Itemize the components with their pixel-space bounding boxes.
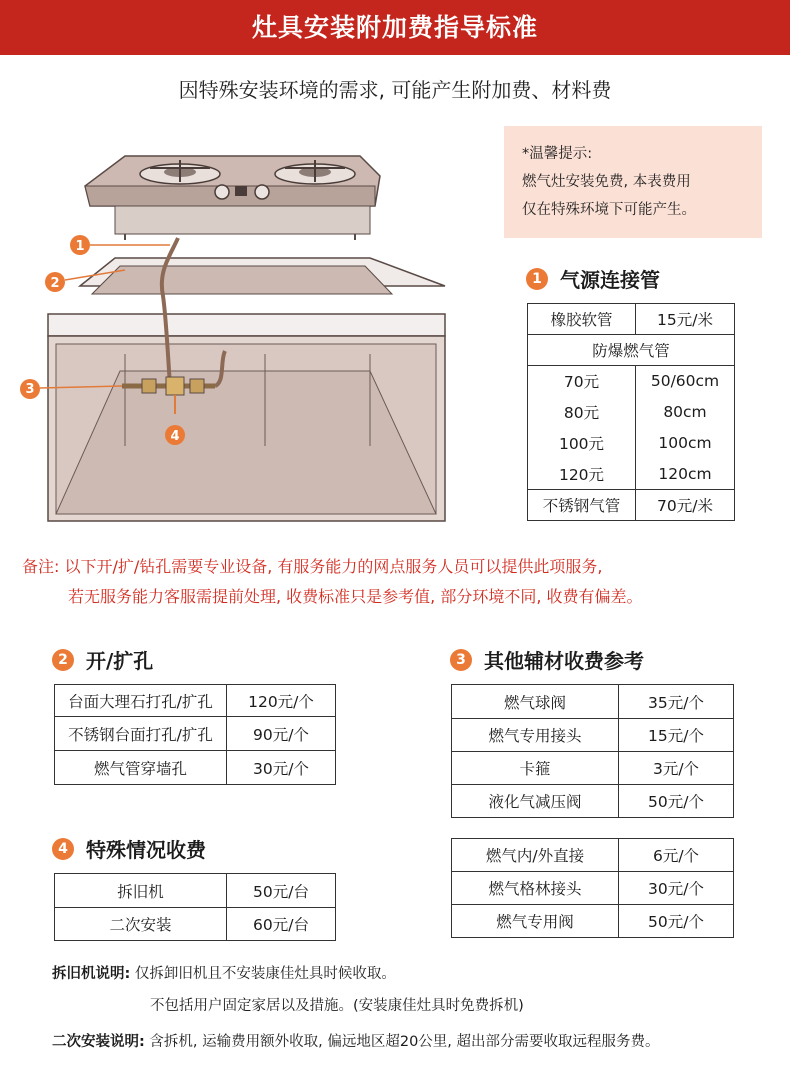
marker-2 <box>45 272 65 292</box>
section-4-number: 4 <box>52 838 74 860</box>
tip-box <box>504 126 762 238</box>
footer-note-3: 二次安装说明: 含拆机, 运输费用额外收取, 偏远地区超20公里, 超出部分需要收取远程服务费。 <box>52 1034 660 1050</box>
table-row: 燃气专用接头 15元/个 <box>452 719 734 752</box>
accessories-table-a <box>451 684 734 818</box>
svg-text:1: 1 <box>75 239 85 254</box>
tip-line-1: 燃气灶安装免费, 本表费用 <box>522 174 691 190</box>
table-row: 燃气专用阀 50元/个 <box>452 905 734 938</box>
page-title: 灶具安装附加费指导标准 <box>251 13 538 42</box>
section-1-title: 1 气源连接管 <box>526 264 660 293</box>
section-4-title: 4 特殊情况收费 <box>52 834 206 863</box>
special-fee-table <box>54 873 336 941</box>
table-row: 燃气管穿墙孔 30元/个 <box>55 751 336 785</box>
table-row: 120元 120cm <box>528 459 735 490</box>
tip-title: *温馨提示: <box>522 146 593 162</box>
table-row: 不锈钢气管 70元/米 <box>528 490 735 521</box>
gas-pipe-table <box>527 303 735 521</box>
table-row: 80元 80cm <box>528 397 735 428</box>
table-row: 二次安装 60元/台 <box>55 908 336 941</box>
drilling-table <box>54 684 336 785</box>
footer-note-2: 不包括用户固定家居以及措施。(安装康佳灶具时免费拆机) <box>150 998 524 1014</box>
svg-text:2: 2 <box>50 276 60 291</box>
table-row: 100元 100cm <box>528 428 735 459</box>
footer-note-1: 拆旧机说明: 仅拆卸旧机且不安装康佳灶具时候收取。 <box>52 966 396 982</box>
section-2-title: 2 开/扩孔 <box>52 645 153 674</box>
marker-1 <box>70 235 90 255</box>
table-row: 燃气格林接头 30元/个 <box>452 872 734 905</box>
remark-line-1: 备注: 以下开/扩/钻孔需要专业设备, 有服务能力的网点服务人员可以提供此项服务, <box>22 557 603 576</box>
section-1-number: 1 <box>526 268 548 290</box>
page-title-banner <box>0 0 790 55</box>
tip-line-2: 仅在特殊环境下可能产生。 <box>522 202 696 218</box>
table-row: 台面大理石打孔/扩孔 120元/个 <box>55 685 336 717</box>
section-3-number: 3 <box>450 649 472 671</box>
svg-text:4: 4 <box>170 429 180 444</box>
accessories-table-b <box>451 838 734 938</box>
table-row: 燃气内/外直接 6元/个 <box>452 839 734 872</box>
stove-cabinet-illustration <box>30 146 500 536</box>
cabinet-icon <box>48 258 445 521</box>
table-row: 液化气减压阀 50元/个 <box>452 785 734 818</box>
marker-3-badge: 3 <box>20 379 40 399</box>
section-2-number: 2 <box>52 649 74 671</box>
remark-line-2: 若无服务能力客服需提前处理, 收费标准只是参考值, 部分环境不同, 收费有偏差。 <box>68 587 643 606</box>
table-row: 橡胶软管 15元/米 <box>528 304 735 335</box>
section-3-title: 3 其他辅材收费参考 <box>450 645 644 674</box>
subtitle: 因特殊安装环境的需求, 可能产生附加费、材料费 <box>178 78 612 102</box>
marker-4 <box>165 425 185 445</box>
table-row: 拆旧机 50元/台 <box>55 874 336 908</box>
table-row: 不锈钢台面打孔/扩孔 90元/个 <box>55 717 336 751</box>
table-row: 70元 50/60cm <box>528 366 735 397</box>
table-row: 防爆燃气管 <box>528 335 735 366</box>
table-row: 燃气球阀 35元/个 <box>452 685 734 719</box>
table-row: 卡箍 3元/个 <box>452 752 734 785</box>
gas-stove-icon <box>85 156 380 240</box>
